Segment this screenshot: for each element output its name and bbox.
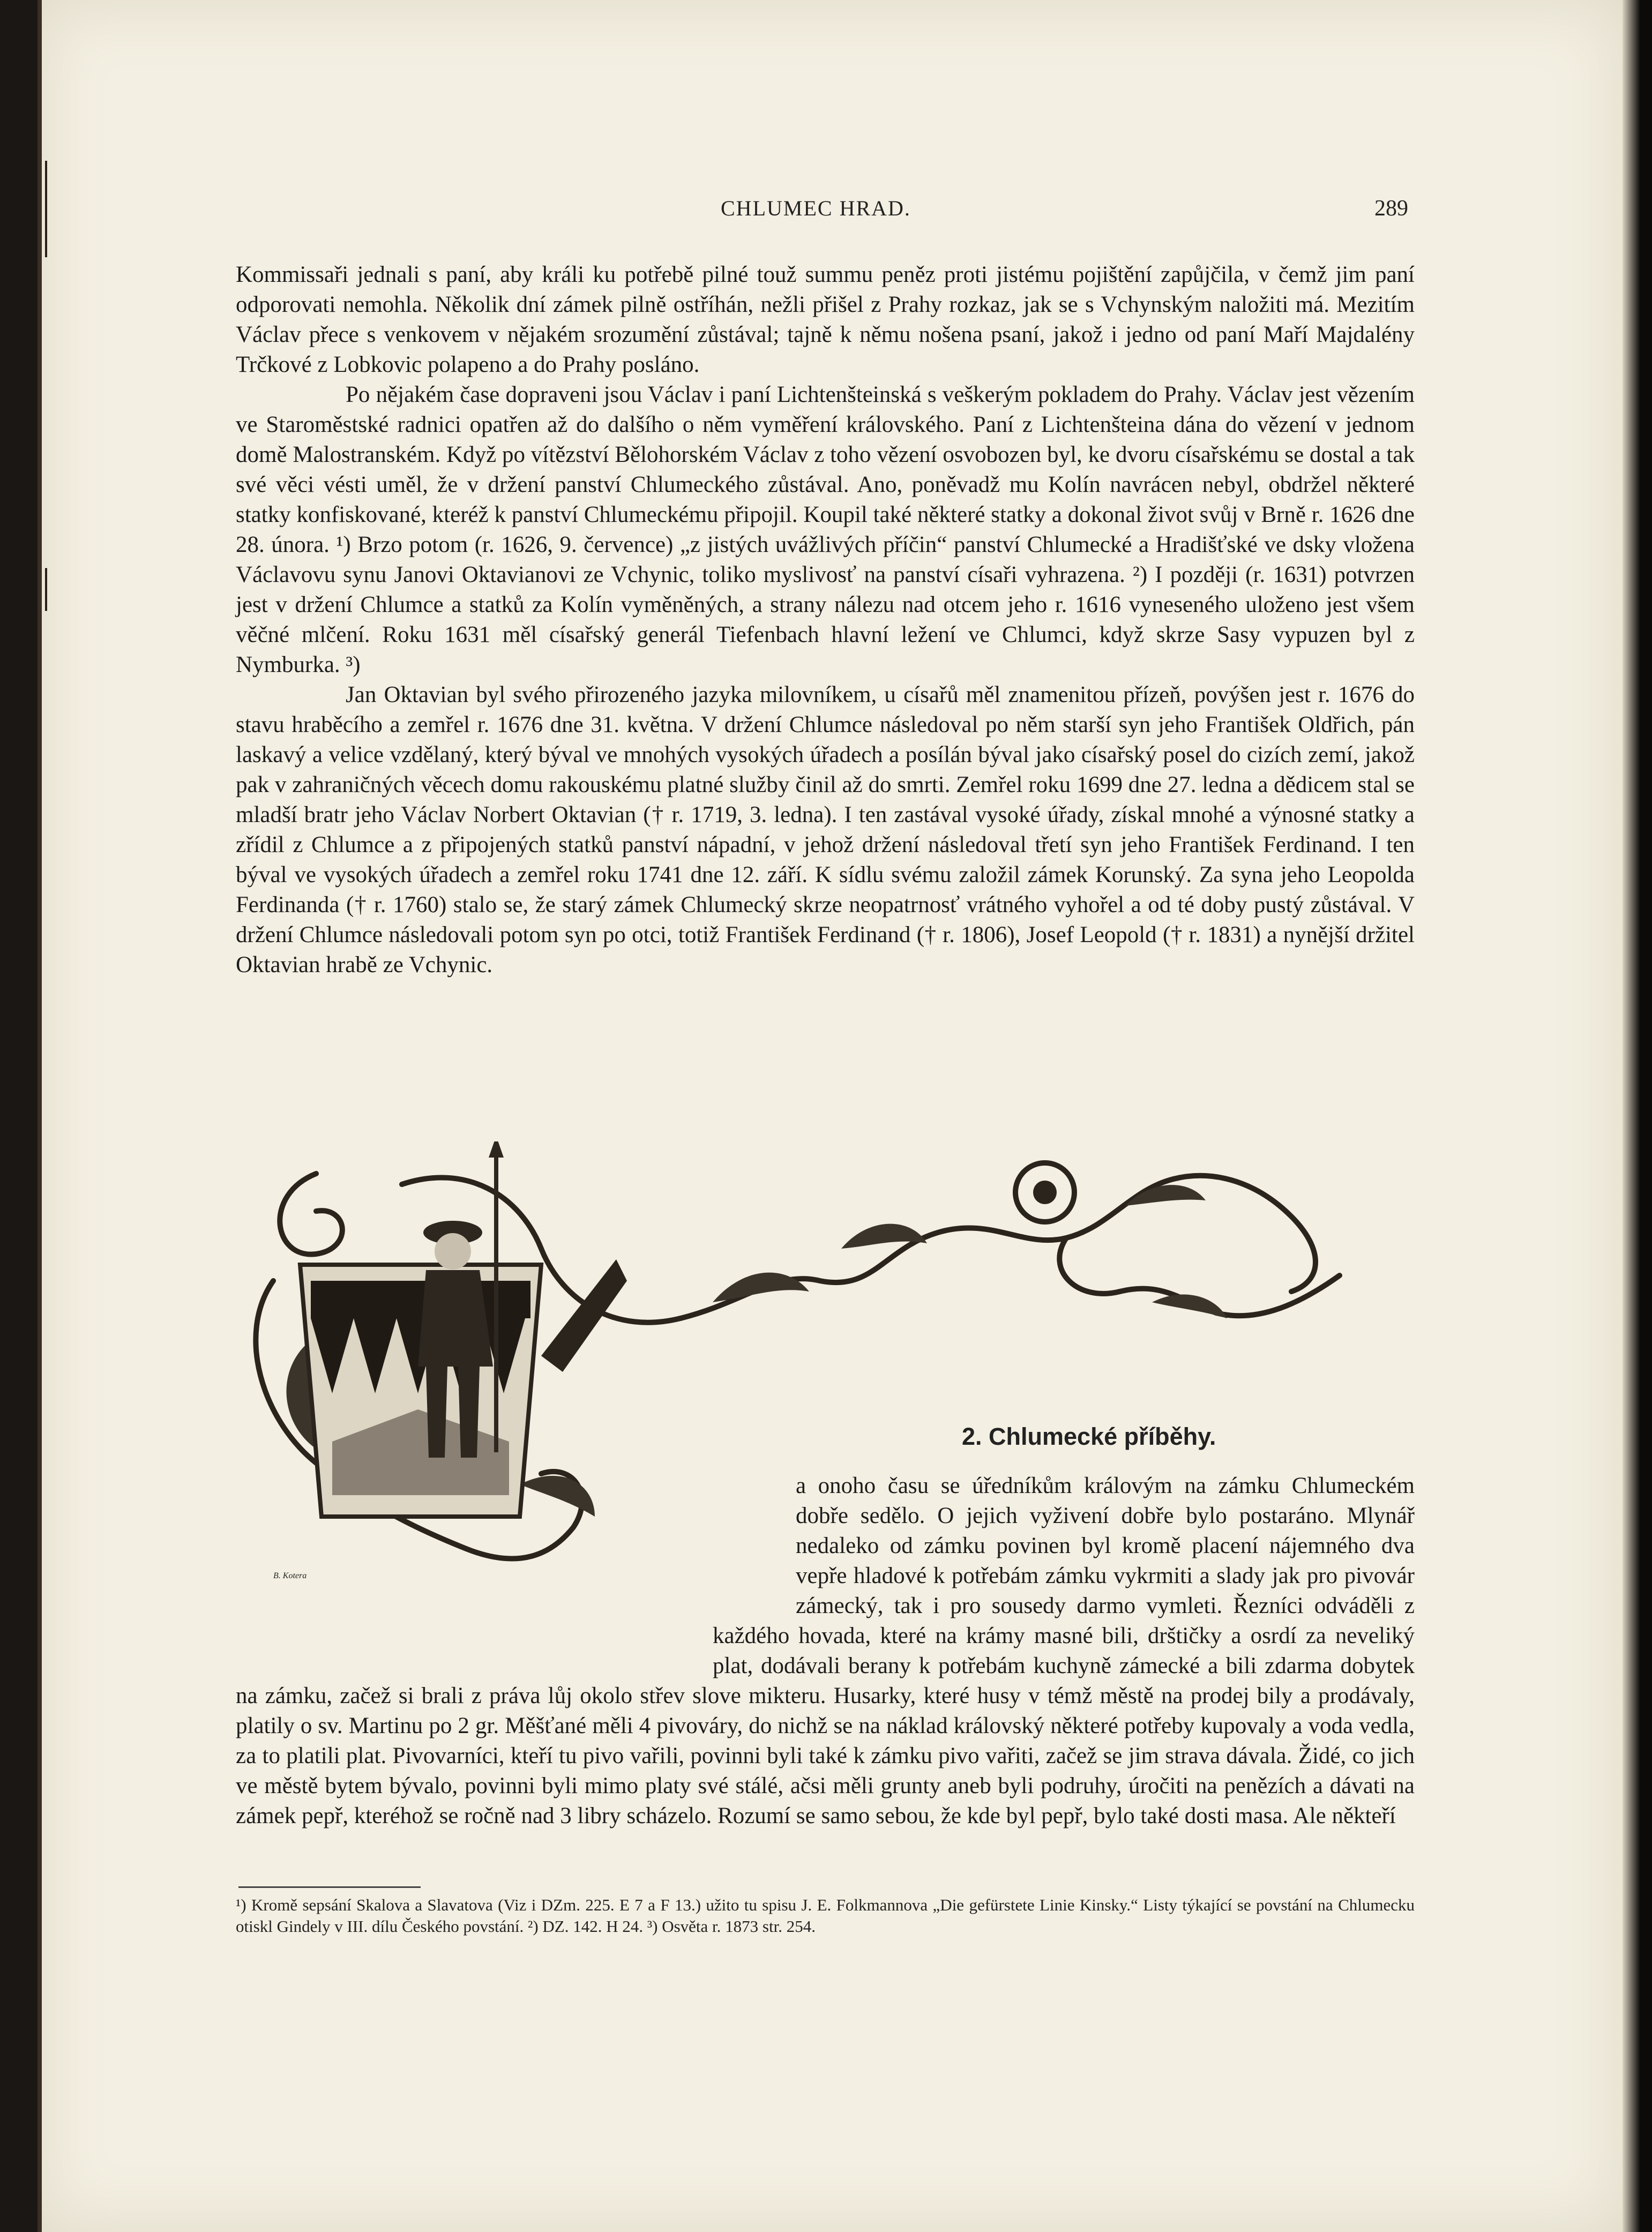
paragraph: Jan Oktavian byl svého přirozeného jazyka milovníkem, u císařů měl znamenitou přízeň, povýšen jest r. 1676 do stavu hraběcího a zemřel r. 1676 dne 31. května. V držení Chlumce následoval po něm starší syn jeho František Oldřich, pán laskavý a velice vzdělaný, který býval ve mnohých vysokých úřadech a posílán býval jako císařský posel do cizích zemí, jakož pak v zahraničných věcech domu rakouskému platné služby činil až do smrti. Zemřel roku 1699 dne 27. ledna a dědicem stal se mladší bratr jeho Václav Norbert Oktavian († r. 1719, 3. ledna). I ten zastával vysoké úřady, získal mnohé a výnosné statky a zřídil z Chlumce a z připojených statků panství nápadní, v jehož držení následoval třetí syn jeho František Ferdinand. I ten býval ve vysokých úřadech a zemřel roku 1741 dne 12. září. K sídlu svému založil zámek Korunský. Za syna jeho Leopolda Ferdinanda († r. 1760) stalo se, že starý zámek Chlumecký skrze neopatrnosť vrátného vyhořel a od té doby pustý zůstával. V držení Chlumce následovali potom syn po otci, totiž František Ferdinand († r. 1806), Josef Leopold († r. 1831) a nynější držitel Oktavian hrabě ze Vchynic. [236,682,1415,977]
scroll-ornament [681,1233,938,1318]
artist-signature: B. Kotera [273,1571,307,1580]
scroll-ornament [1216,1275,1340,1316]
scan-edge [1623,0,1652,2232]
page-edge [38,0,42,2232]
initial-space [236,1471,796,1621]
initial-space [236,1621,713,1679]
running-title: CHLUMEC HRAD. [721,196,911,220]
binding-mark [45,568,47,611]
paragraph: Kommissaři jednali s paní, aby králi ku potřebě pilné touž summu peněz proti jistému pojištění zapůjčila, v čemž jim paní odporovati nemohla. Několik dní zámek pilně ostříhán, nežli přišel z Prahy rozkaz, jak se s Vchynským naložiti má. Mezitím Václav přece s venkovem v nějakém srozumění zůstával; tajně k němu nošena psaní, jakož i jedno od paní Maří Majdalény Trčkové z Lobkovic polapeno a do Prahy posláno. [236,262,1415,377]
section-heading: 2. Chlumecké příběhy. [962,1423,1216,1450]
section-text [236,1471,1415,1831]
paragraph: Po nějakém čase dopraveni jsou Václav i paní Lichtenšteinská s veškerým pokladem do Prahy. Václav jest vězením ve Staroměstské radnici opatřen až do dalšího o něm vyměření královského. Paní z Lichtenšteina dána do vězení v jednom domě Malostranském. Když po vítězství Bělohorském Václav z toho vězení osvobozen byl, ke dvoru císařskému se dostal a tak své věci vésti uměl, že v držení panství Chlumeckého zůstával. Ano, poněvadž mu Kolín navrácen nebyl, obdržel některé statky konfiskované, kteréž k panství Chlumeckému připojil. Koupil také některé statky a dokonal život svůj v Brně r. 1626 dne 28. února. ¹) Brzo potom (r. 1626, 9. července) „z jistých uvážlivých příčin“ panství Chlumecké a Hradišťské ve dsky vložena Václavovu synu Janovi Oktavianovi ze Vchynic, toliko myslivosť na panství císaři vyhrazena. ²) I později (r. 1631) potvrzen jest v držení Chlumce a statků za Kolín vyměněných, a strany nálezu nad otcem jeho r. 1616 vyneseného uloženo jest všem věčné mlčení. Roku 1631 měl císařský generál Tiefenbach hlavní ležení ve Chlumci, když skrze Sasy vypuzen byl z Nymburka. ³) [236,382,1415,677]
page-number: 289 [1374,196,1408,221]
paragraph: a onoho času se úředníkům královým na zámku Chlumeckém dobře sedělo. O jejich vyživení dobře bylo postaráno. Mlynář nedaleko od zámku povinen byl kromě placení nájemného dva vepře hladové k potřebám zámku vykrmiti a slady jak pro pivovár zámecký, tak i pro sousedy darmo vymleti. Řezníci odváděli z každého hovada, které na krámy masné bili, drštičky a osrdí za neveliký plat, dodávali berany k potřebám kuchyně zámecké a bili zdarma dobytek na zámku, začež si brali z práva lůj okolo střev slove mikteru. Husarky, které husy v témž městě na prodej bily a prodávaly, platily o sv. Martinu po 2 gr. Měšťané měli 4 pivováry, do nichž se na náklad královský některé potřeby kupovaly a voda vedla, za to platili plat. Pivovarníci, kteří tu pivo vařili, povinni byli také k zámku pivo vařiti, začež se jim strava dávala. Židé, co jich ve městě bytem bývalo, povinni byli mimo platy své stálé, ačsi měli grunty aneb byli podruhy, úročiti na penězích a dávati na zámek pepř, kteréhož se ročně nad 3 libry scházelo. Rozumí se samo sebou, že kde byl pepř, bylo také dosti masa. Ale někteří [236,1473,1415,1828]
footnotes: ¹) Kromě sepsání Skalova a Slavatova (Viz i DZm. 225. E 7 a F 13.) užito tu spisu J. E. Folkmannova „Die gefürstete Linie Kinsky.“ Listy týkající se povstání na Chlumecku otiskl Gindely v III. dílu Českého povstání. ²) DZ. 142. H 24. ³) Osvěta r. 1873 str. 254. [236,1895,1415,1936]
binding-mark [45,161,47,257]
spiral-ornament [1015,1163,1074,1222]
main-text [236,260,1415,980]
scroll-ornament [280,1174,342,1255]
footnote-rule [238,1886,421,1888]
